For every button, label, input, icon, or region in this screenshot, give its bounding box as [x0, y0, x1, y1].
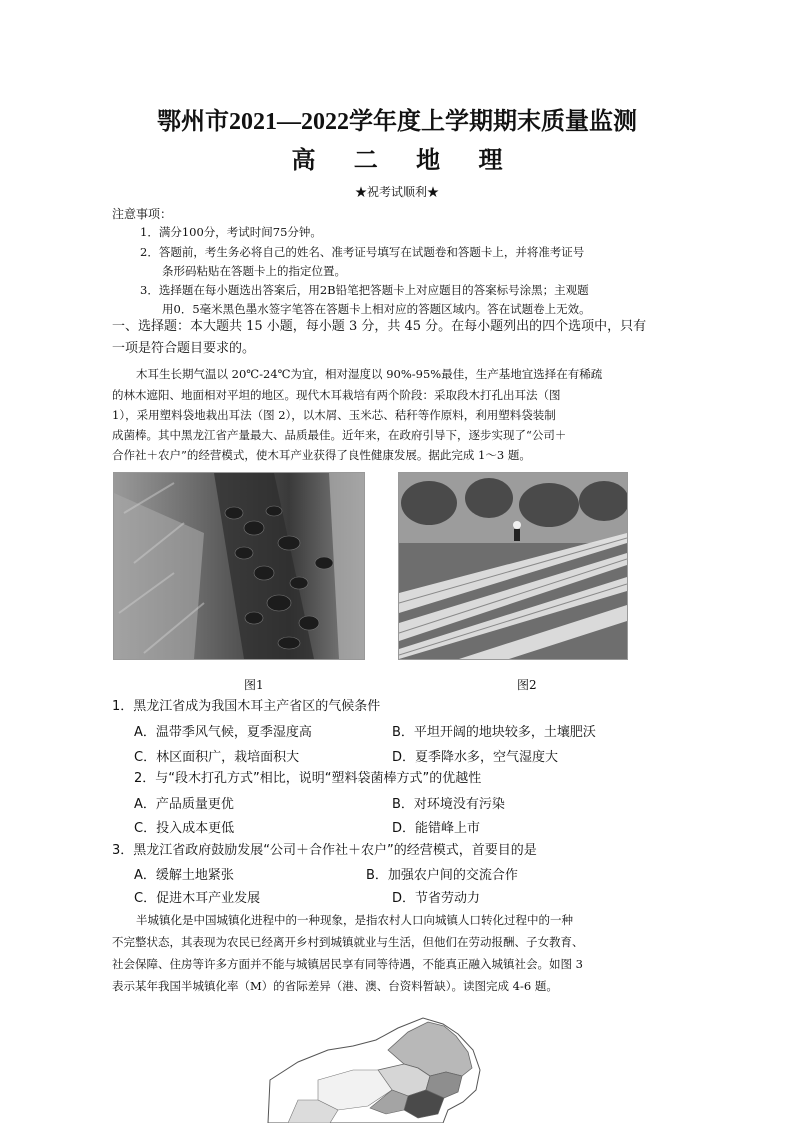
figure-1-photo	[113, 472, 365, 660]
question-option: B．对环境没有污染	[392, 797, 505, 812]
section-heading: 一项是符合题目要求的。	[112, 341, 256, 356]
good-luck-line: ★祝考试顺利★	[354, 185, 439, 199]
note-item: 3．选择题在每小题选出答案后，用2B铅笔把答题卡上对应题目的答案标号涂黑；主观题	[140, 283, 589, 297]
question-option: C．投入成本更低	[134, 821, 235, 836]
passage-line: 的林木遮阳、地面相对平坦的地区。现代木耳栽培有两个阶段：采取段木打孔出耳法（图	[112, 388, 561, 402]
passage-line: 1），采用塑料袋地栽出耳法（图 2），以木屑、玉米芯、秸秆等作原料，利用塑料袋装制	[112, 408, 556, 422]
passage-line: 木耳生长期气温以 20℃-24℃为宜，相对湿度以 90%-95%最佳，生产基地宜选择在有稀疏	[136, 367, 603, 381]
question-stem: 1．黑龙江省成为我国木耳主产省区的气候条件	[112, 699, 381, 714]
question-option: A．缓解土地紧张	[134, 868, 234, 883]
passage-line: 成菌棒。其中黑龙江省产量最大、品质最佳。近年来，在政府引导下，逐步实现了“公司＋	[112, 428, 567, 442]
section-heading: 一、选择题：本大题共 15 小题，每小题 3 分，共 45 分。在每小题列出的四个选项中，只有	[112, 319, 647, 334]
note-item: 用0．5毫米黑色墨水签字笔答在答题卡上相对应的答题区域内。答在试题卷上无效。	[162, 302, 591, 316]
question-option: B．平坦开阔的地块较多，土壤肥沃	[392, 725, 596, 740]
note-item: 条形码粘贴在答题卡上的指定位置。	[162, 264, 346, 278]
note-item: 2．答题前，考生务必将自己的姓名、准考证号填写在试题卷和答题卡上，并将准考证号	[140, 245, 585, 259]
figure-3-china-map	[258, 1010, 488, 1123]
question-option: D．夏季降水多，空气湿度大	[392, 750, 559, 765]
question-option: B．加强农户间的交流合作	[366, 868, 518, 883]
passage-line: 表示某年我国半城镇化率（M）的省际差异（港、澳、台资料暂缺）。读图完成 4-6 题。	[112, 979, 558, 993]
question-option: A．温带季风气候，夏季湿度高	[134, 725, 312, 740]
exam-title: 鄂州市2021—2022学年度上学期期末质量监测	[157, 109, 637, 135]
passage-line: 不完整状态，其表现为农民已经离开乡村到城镇就业与生活，但他们在劳动报酬、子女教育、	[112, 935, 584, 949]
figure-2-photo	[398, 472, 628, 660]
question-option: A．产品质量更优	[134, 797, 234, 812]
passage-line: 合作社＋农户”的经营模式，使木耳产业获得了良性健康发展。据此完成 1～3 题。	[112, 448, 531, 462]
question-option: C．促进木耳产业发展	[134, 891, 261, 906]
passage-line: 社会保障、住房等许多方面并不能与城镇居民享有同等待遇，不能真正融入城镇社会。如图 3	[112, 957, 583, 971]
note-item: 1．满分100分，考试时间75分钟。	[140, 225, 322, 239]
question-option: D．节省劳动力	[392, 891, 481, 906]
figure-2-caption: 图2	[517, 678, 537, 692]
notes-label: 注意事项：	[112, 207, 173, 221]
exam-subject: 高 二 地 理	[291, 146, 503, 174]
figure-1-caption: 图1	[244, 678, 264, 692]
question-option: C．林区面积广，栽培面积大	[134, 750, 300, 765]
passage-line: 半城镇化是中国城镇化进程中的一种现象，是指农村人口向城镇人口转化过程中的一种	[136, 913, 573, 927]
question-stem: 2．与“段木打孔方式”相比，说明“塑料袋菌棒方式”的优越性	[134, 771, 482, 786]
question-option: D．能错峰上市	[392, 821, 481, 836]
question-stem: 3．黑龙江省政府鼓励发展“公司＋合作社＋农户”的经营模式，首要目的是	[112, 843, 537, 858]
